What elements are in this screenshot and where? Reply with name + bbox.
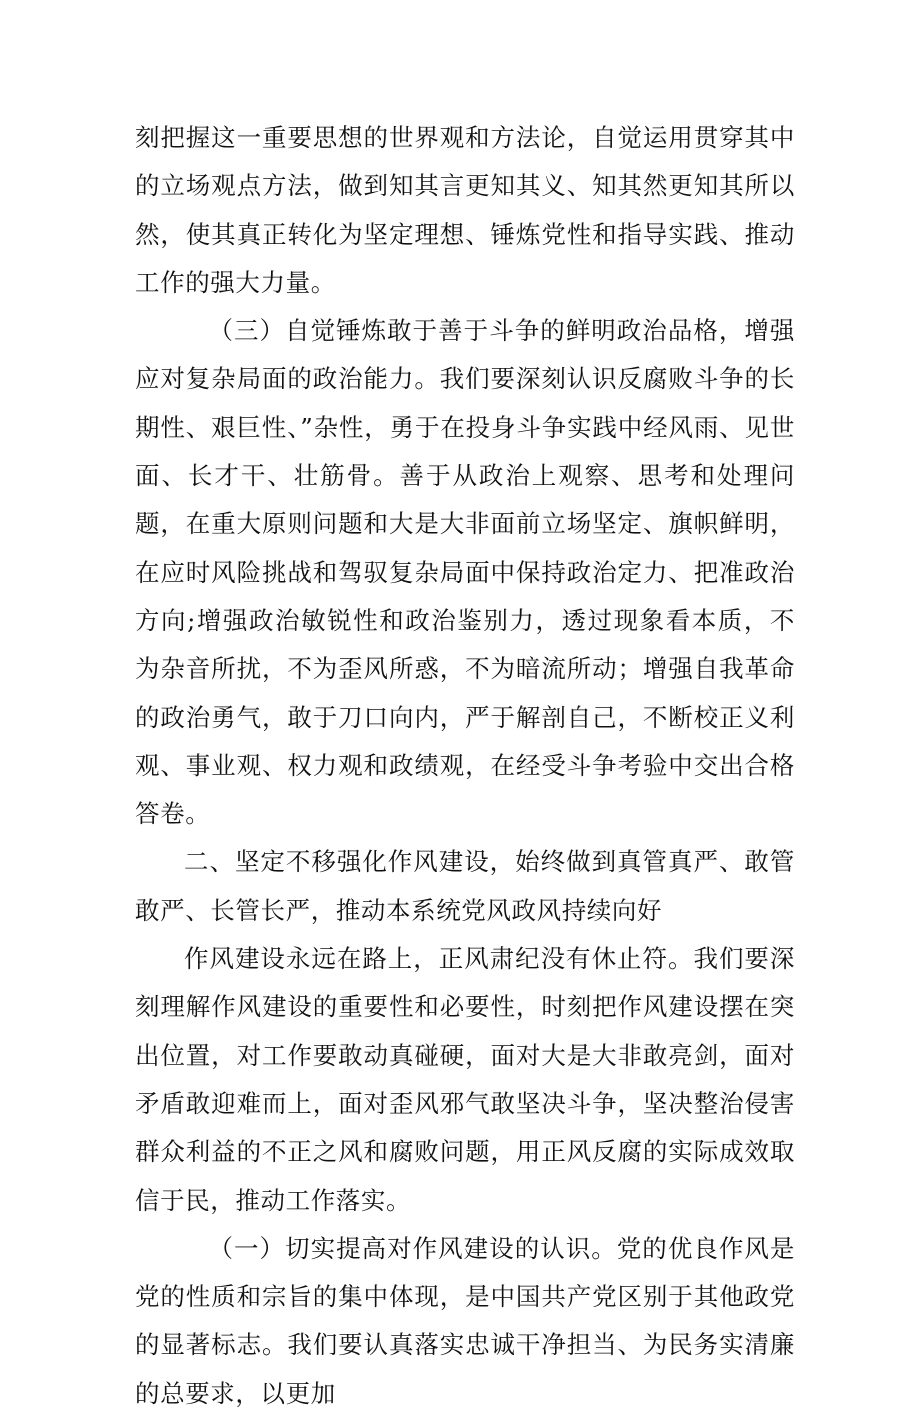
paragraph-style-construction: 作风建设永远在路上，正风肃纪没有休止符。我们要深刻理解作风建设的重要性和必要性，时刻把作风建设摆在突出位置，对工作要敢动真碰硬，面对大是大非敢亮剑，面对矛盾敢迎难而上，面对歪风邪气敢坚决斗争，坚决整治侵害群众利益的不正之风和腐败问题，用正风反腐的实际成效取信于民，推动工作落实。: [135, 944, 795, 1215]
paragraph-section-one: （一）切实提高对作风建设的认识。党的优良作风是党的性质和宗旨的集中体现，是中国共产党区别于其他政党的显著标志。我们要认真落实忠诚干净担当、为民务实清廉的总要求，以更加: [135, 1233, 795, 1408]
document-body: [135, 114, 795, 1418]
heading-part-two: 二、坚定不移强化作风建设，始终做到真管真严、敢管敢严、长管长严，推动本系统党风政风持续向好: [135, 847, 795, 925]
paragraph-section-three: （三）自觉锤炼敢于善于斗争的鲜明政治品格，增强应对复杂局面的政治能力。我们要深刻认识反腐败斗争的长期性、艰巨性、”杂性，勇于在投身斗争实践中经风雨、见世面、长才干、壮筋骨。善于从政治上观察、思考和处理问题，在重大原则问题和大是大非面前立场坚定、旗帜鲜明，在应时风险挑战和驾驭复杂局面中保持政治定力、把准政治方向;增强政治敏锐性和政治鉴别力，透过现象看本质，不为杂音所扰，不为歪风所惑，不为暗流所动；增强自我革命的政治勇气，敢于刀口向内，严于解剖自己，不断校正义利观、事业观、权力观和政绩观，在经受斗争考验中交出合格答卷。: [135, 316, 795, 829]
paragraph-continuation: 刻把握这一重要思想的世界观和方法论，自觉运用贯穿其中的立场观点方法，做到知其言更知其义、知其然更知其所以然，使其真正转化为坚定理想、锤炼党性和指导实践、推动工作的强大力量。: [135, 123, 795, 297]
